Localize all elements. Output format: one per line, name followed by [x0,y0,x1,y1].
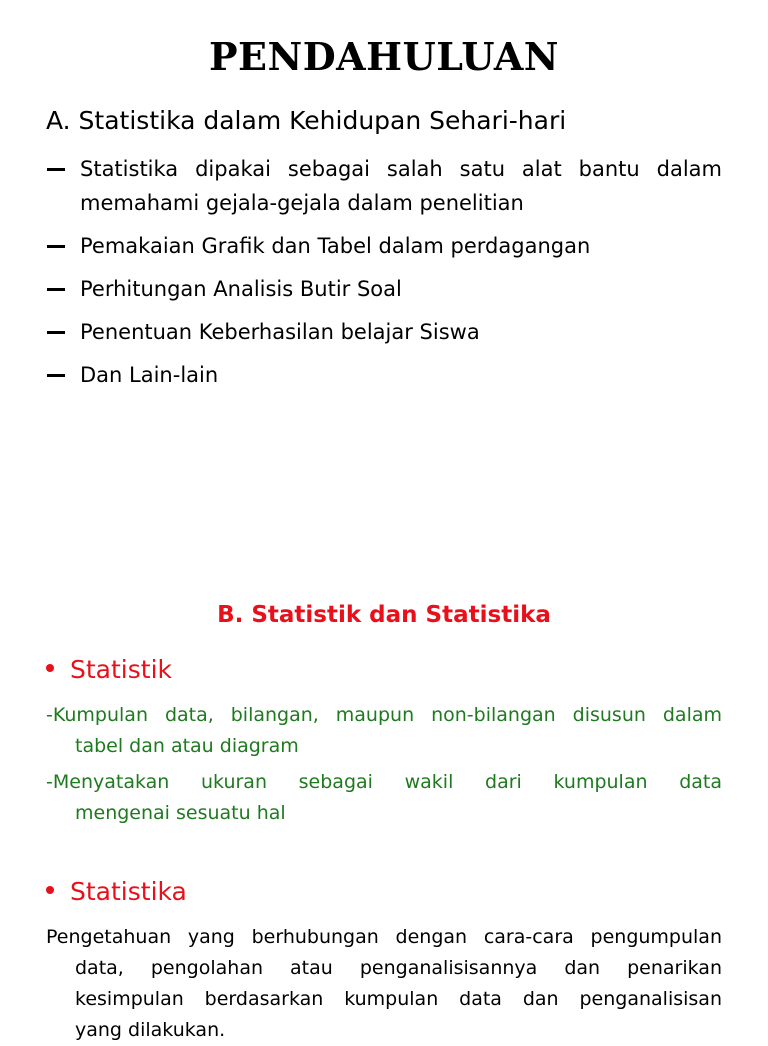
list-item-text: Penentuan Keberhasilan belajar Siswa [80,320,480,344]
statistika-line-2: data, pengolahan atau penganalisisannya dan penarikan [75,957,722,979]
statistik-point-1-line2: tabel dan atau diagram [75,735,299,757]
statistika-line-3: kesimpulan berdasarkan kumpulan data dan penganalisisan [75,988,722,1010]
list-item [46,315,722,349]
statistik-point-2-line2: mengenai sesuatu hal [75,802,286,824]
list-item [46,152,722,220]
statistika-heading [46,877,187,906]
statistik-point-2-line1: -Menyatakan ukuran sebagai wakil dari kumpulan data [46,771,722,793]
list-item [46,272,722,306]
statistika-label: Statistika [70,877,187,906]
list-item-text: Statistika dipakai sebagai salah satu alat bantu dalam memahami gejala-gejala dalam penelitian [80,157,722,215]
statistik-heading [46,655,172,684]
statistik-point-1 [46,700,722,762]
bullet-dot-icon [46,664,54,672]
list-item [46,229,722,263]
page-title: PENDAHULUAN [208,34,560,79]
statistika-line-1: Pengetahuan yang berhubungan dengan cara-cara pengumpulan [46,926,722,948]
list-item-text: Pemakaian Grafik dan Tabel dalam perdagangan [80,234,591,258]
list-item-text: Dan Lain-lain [80,363,219,387]
section-b-heading: B. Statistik dan Statistika [217,602,551,628]
section-a-heading: A. Statistika dalam Kehidupan Sehari-hari [46,106,567,135]
statistik-point-2 [46,767,722,829]
section-a-list [46,152,722,401]
list-item-text: Perhitungan Analisis Butir Soal [80,277,402,301]
statistik-point-1-line1: -Kumpulan data, bilangan, maupun non-bilangan disusun dalam [46,704,722,726]
statistik-label: Statistik [70,655,172,684]
statistika-line-4: yang dilakukan. [75,1019,226,1041]
list-item [46,358,722,392]
bullet-dot-icon [46,886,54,894]
statistika-definition [46,922,722,1046]
